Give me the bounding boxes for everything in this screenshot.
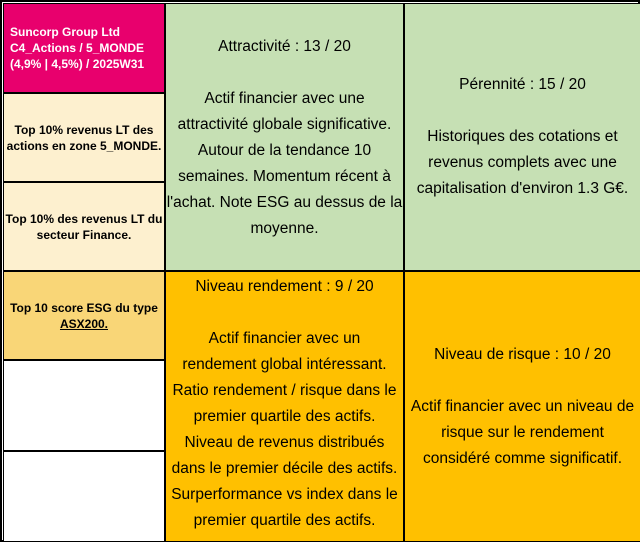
attractivite-cell — [165, 3, 404, 271]
perennite-cell — [404, 3, 640, 271]
rendement-text-line: premier quartile des actifs. — [193, 512, 376, 529]
attractivite-heading: Attractivité : 13 / 20 — [218, 38, 351, 55]
asset-title-cell — [3, 3, 165, 93]
rendement-text-line: Niveau de revenus distribués — [184, 434, 385, 451]
rendement-text-line: premier quartile des actifs. — [193, 408, 376, 425]
rendement-text-line: dans le premier décile des actifs. — [171, 460, 398, 477]
empty-cell — [3, 451, 165, 542]
empty-cell — [3, 360, 165, 451]
perennite-text-line: capitalisation d'environ 1.3 G€. — [416, 180, 629, 197]
asset-period: (4,9% | 4,5%) / 2025W31 — [10, 57, 145, 71]
ranking-cell-sector — [3, 182, 165, 271]
ranking-esg-line1: Top 10 score ESG du type — [10, 300, 158, 315]
ranking-zone-line2: actions en zone 5_MONDE. — [6, 138, 162, 153]
perennite-heading: Pérennité : 15 / 20 — [459, 76, 586, 93]
asset-category: C4_Actions / 5_MONDE — [10, 41, 145, 55]
ranking-sector-line1: Top 10% des revenus LT du — [5, 211, 163, 226]
risque-text-line: risque sur le rendement — [441, 423, 604, 441]
attractivite-text-line: semaines. Momentum récent à — [178, 168, 391, 185]
risque-cell — [404, 271, 640, 542]
risque-text-line: considéré comme significatif. — [423, 449, 622, 467]
risque-text-line: Actif financier avec un niveau de — [410, 397, 635, 415]
rendement-text-line: Ratio rendement / risque dans le — [172, 382, 397, 399]
ranking-esg-link[interactable]: ASX200. — [59, 316, 109, 331]
perennite-text-line: revenus complets avec une — [428, 154, 617, 171]
attractivite-text-line: Autour de la tendance 10 — [197, 142, 372, 159]
perennite-text-line: Historiques des cotations et — [427, 128, 618, 145]
rendement-text-line: rendement global intéressant. — [182, 356, 387, 373]
ranking-zone-line1: Top 10% revenus LT des — [14, 122, 154, 137]
rendement-heading: Niveau rendement : 9 / 20 — [195, 278, 374, 295]
attractivite-text-line: Actif financier avec une — [204, 90, 365, 107]
risque-heading: Niveau de risque : 10 / 20 — [434, 345, 611, 363]
attractivite-text-line: attractivité globale significative. — [177, 116, 392, 133]
ranking-cell-esg — [3, 271, 165, 360]
ranking-sector-line2: secteur Finance. — [36, 227, 132, 242]
rendement-text-line: Actif financier avec un — [208, 330, 361, 347]
ranking-cell-zone — [3, 93, 165, 182]
rendement-cell — [165, 271, 404, 542]
attractivite-text-line: l'achat. Note ESG au dessus de la — [166, 194, 403, 211]
rendement-text-line: Surperformance vs index dans le — [171, 486, 398, 503]
asset-name: Suncorp Group Ltd — [10, 25, 120, 39]
attractivite-text-line: moyenne. — [250, 220, 319, 237]
